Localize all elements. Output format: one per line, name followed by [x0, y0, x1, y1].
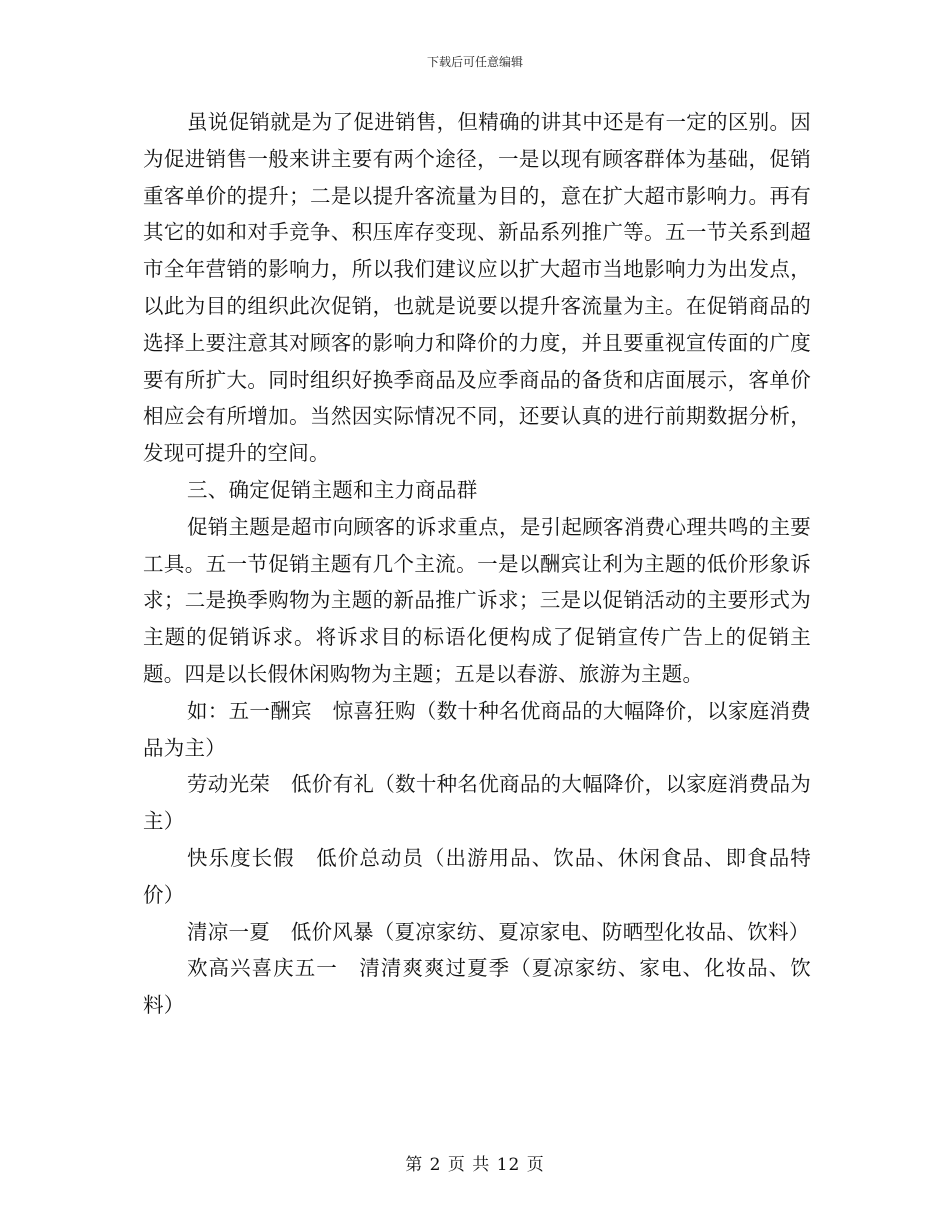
page-header: 下载后可任意编辑: [426, 55, 523, 69]
document-body: [143, 104, 811, 1024]
theme-example-5: 欢高兴喜庆五一 清清爽爽过夏季（夏凉家纺、家电、化妆品、饮料）: [143, 956, 811, 1018]
theme-example-3: 快乐度长假 低价总动员（出游用品、饮品、休闲食品、即食品特价）: [143, 845, 811, 907]
theme-example-2: 劳动光荣 低价有礼（数十种名优商品的大幅降价，以家庭消费品为主）: [143, 772, 811, 834]
paragraph-promotion-purpose: 虽说促销就是为了促进销售，但精确的讲其中还是有一定的区别。因为促进销售一般来讲主要有两个途径，一是以现有顾客群体为基础，促销重客单价的提升；二是以提升客流量为目的，意在扩大超市影响力。再有其它的如和对手竞争、积压库存变现、新品系列推广等。五一节关系到超市全年营销的影响力，所以我们建议应以扩大超市当地影响力为出发点，以此为目的组织此次促销，也就是说要以提升客流量为主。在促销商品的选择上要注意其对顾客的影响力和降价的力度，并且要重视宣传面的广度要有所扩大。同时组织好换季商品及应季商品的备货和店面展示，客单价相应会有所增加。当然因实际情况不同，还要认真的进行前期数据分析，发现可提升的空间。: [143, 110, 811, 466]
theme-example-4: 清凉一夏 低价风暴（夏凉家纺、夏凉家电、防晒型化妆品、饮料）: [187, 919, 810, 944]
theme-example-1: 如：五一酬宾 惊喜狂购（数十种名优商品的大幅降价，以家庭消费品为主）: [143, 698, 811, 760]
section-heading-promotion-theme: 三、确定促销主题和主力商品群: [187, 477, 478, 502]
paragraph-promotion-theme: 促销主题是超市向顾客的诉求重点，是引起顾客消费心理共鸣的主要工具。五一节促销主题有几个主流。一是以酬宾让利为主题的低价形象诉求；二是换季购物为主题的新品推广诉求；三是以促销活动的主要形式为主题的促销诉求。将诉求目的标语化便构成了促销宣传广告上的促销主题。四是以长假休闲购物为主题；五是以春游、旅游为主题。: [143, 514, 811, 686]
page-footer: 第 2 页 共 12 页: [405, 1155, 545, 1175]
